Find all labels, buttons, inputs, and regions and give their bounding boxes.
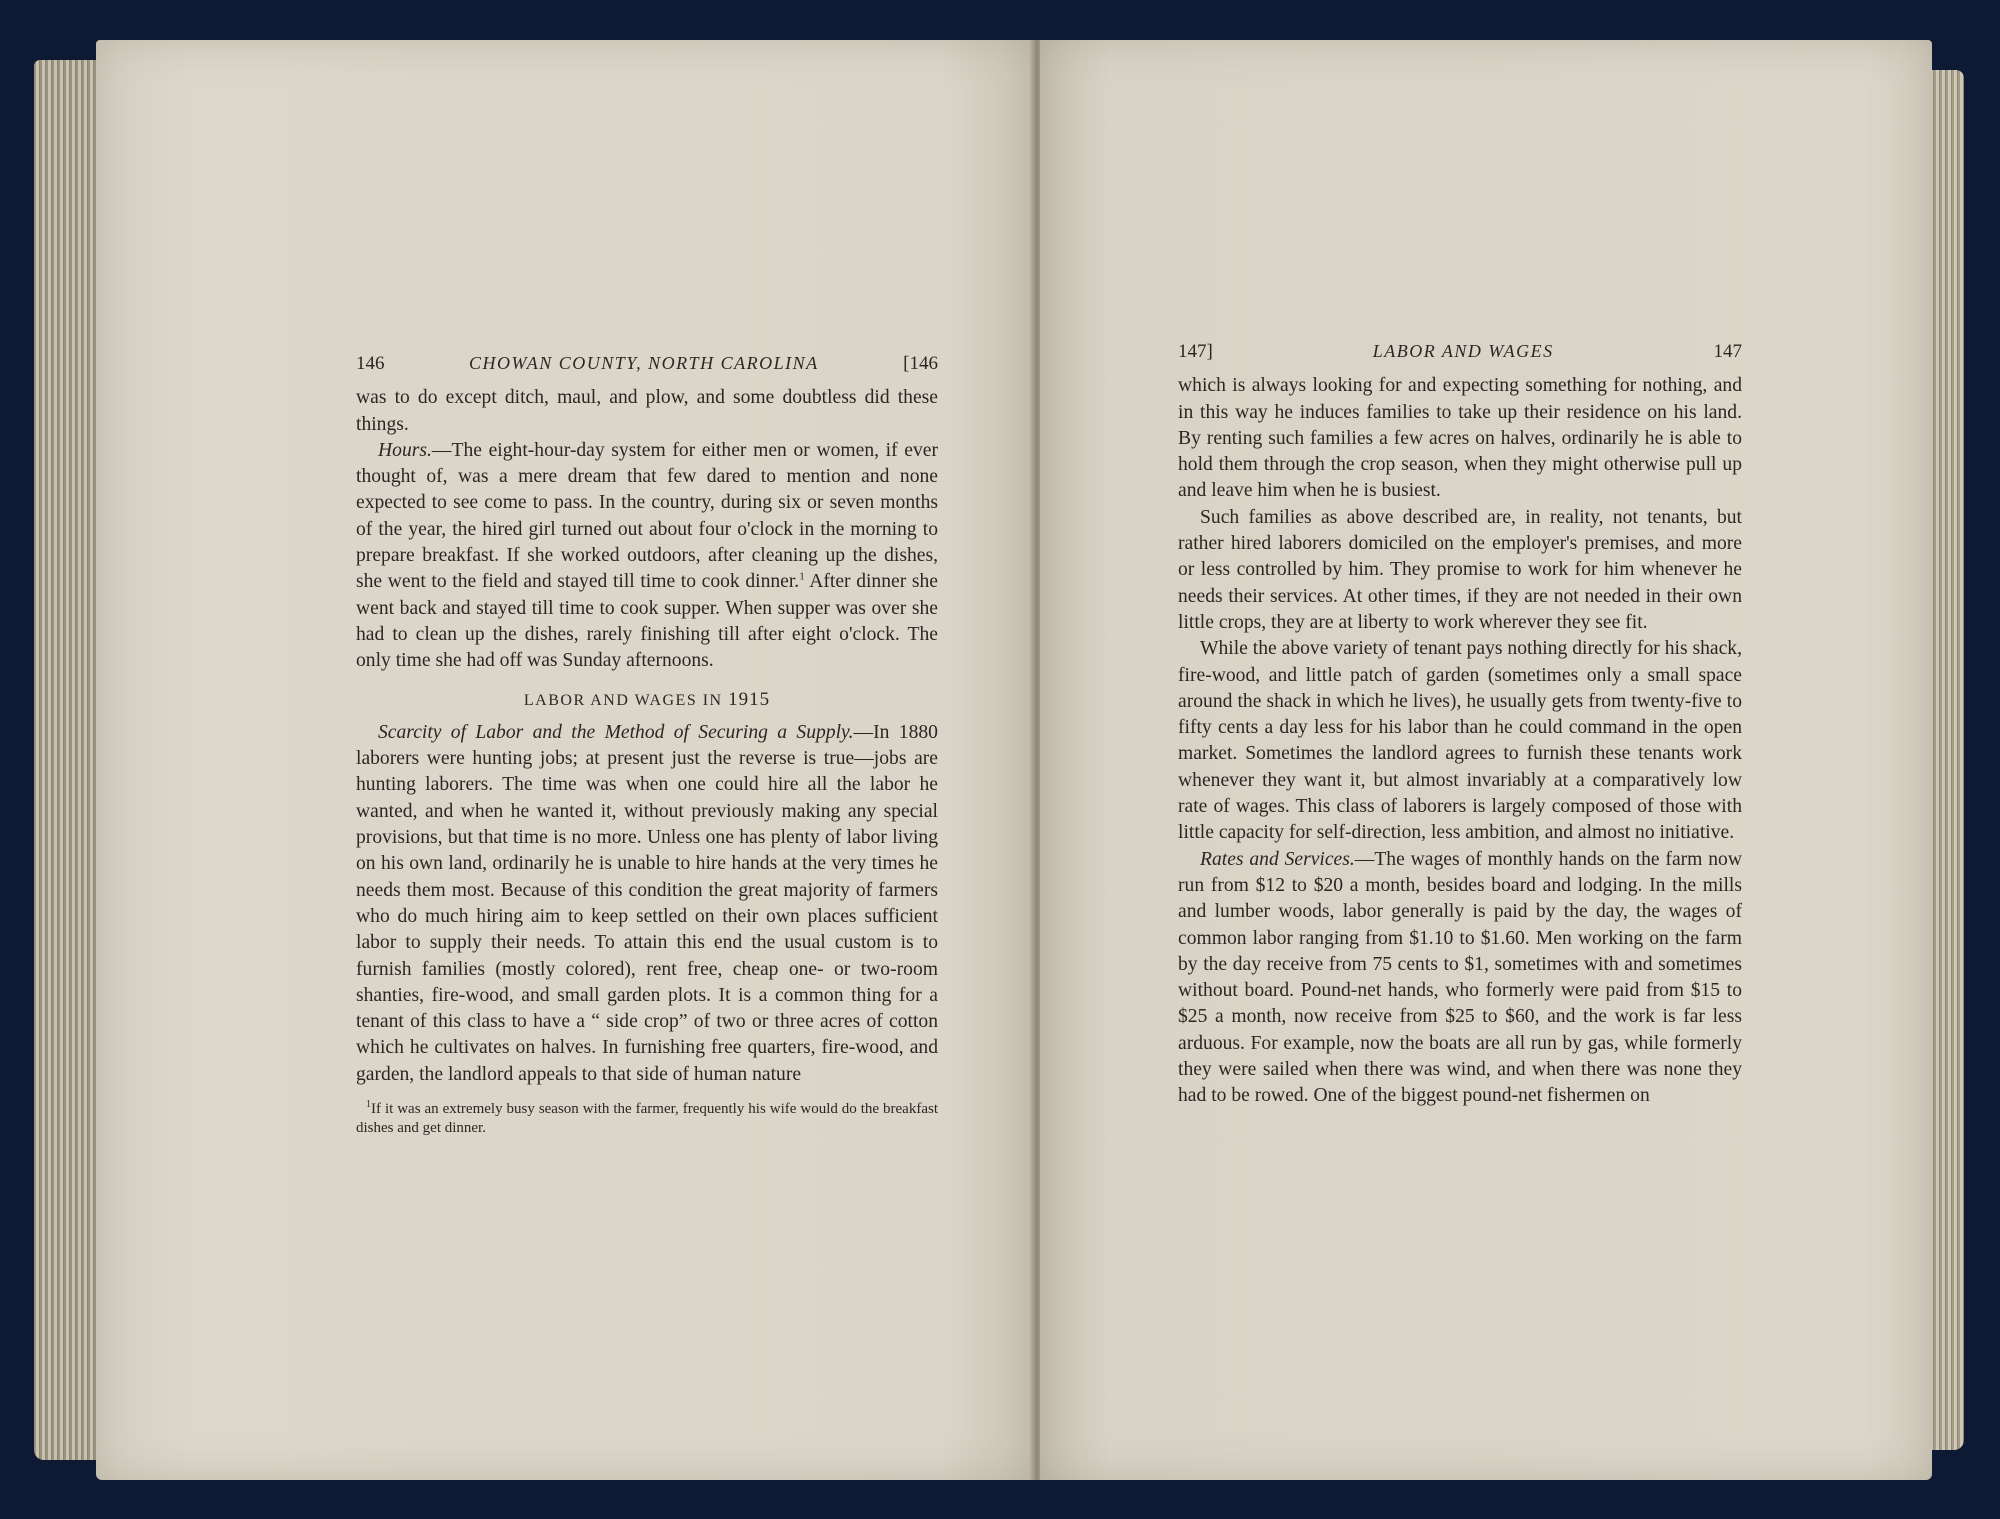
hours-text: —The eight-hour-day system for either men or women, if ever thought of, was a mere dream that few dared to mention and none expected to see come to pass. In the country, during six or seven months of the year, the hired girl turned out about four o'clock in the morning to prepare breakfast. If she worked outdoors, after cleaning up the dishes, she went to the field and stayed till time to cook dinner. (356, 439, 938, 593)
left-bracket-number: [146 (903, 353, 938, 374)
open-book (34, 40, 1964, 1500)
left-text-block (356, 350, 938, 1138)
hours-paragraph (356, 438, 938, 675)
scarcity-label: Scarcity of Labor and the Method of Securing a Supply. (378, 721, 854, 743)
rates-label: Rates and Services. (1200, 848, 1355, 870)
scarcity-paragraph (356, 720, 938, 1088)
right-paragraph-1: which is always looking for and expecting something for nothing, and in this way he induces families to take up their residence on his land. By renting such families a few acres on halves, ordinarily he is able to hold them through the crop season, when they might otherwise pull up and leave him when he is busiest. (1178, 375, 1742, 502)
left-running-header (356, 350, 938, 377)
right-paragraph-3: While the above variety of tenant pays nothing directly for his shack, fire-wood, and little patch of garden (sometimes only a small space around the shack in which he lives), he usually gets from twenty-five to fifty cents a day less for his labor than he could command in the open market. Sometimes the landlord agrees to furnish these tenants work whenever they want it, but almost invariably at a comparatively low rate of wages. This class of laborers is largely composed of those with little capacity for self-direction, less ambition, and almost no initiative. (1178, 638, 1742, 844)
hours-text-2: After dinner she went back and stayed till time to cook supper. When supper was over she had to clean up the dishes, rarely finishing till after eight o'clock. The only time she had off was Sunday afternoons. (356, 571, 938, 672)
footnote-text: If it was an extremely busy season with the farmer, frequently his wife would do the breakfast dishes and get dinner. (356, 1101, 938, 1137)
footnote (356, 1100, 938, 1138)
section-heading-year: 1915 (728, 688, 771, 710)
right-page (1040, 40, 1932, 1480)
section-heading-text: LABOR AND WAGES IN (523, 691, 723, 709)
left-page-number: 146 (356, 353, 385, 374)
scarcity-text: —In 1880 laborers were hunting jobs; at present just the reverse is true—jobs are hunting laborers. The time was when one could hire all the labor he wanted, and when he wanted it, without previously making any special provisions, but that time is no more. Unless one has plenty of labor living on his own land, ordinarily he is unable to hire hands at the very times he needs them most. Because of this condition the great majority of farmers who do much hiring aim to keep settled on their own places sufficient labor to supply their needs. To attain this end the usual custom is to furnish families (mostly colored), rent free, cheap one- or two-room shanties, fire-wood, and small garden plots. It is a common thing for a tenant of this class to have a “ side crop” of two or three acres of cotton which he cultivates on halves. In furnishing free quarters, fire-wood, and garden, the landlord appeals to that side of human nature (356, 721, 938, 1085)
rates-paragraph (1178, 847, 1742, 1110)
hours-label: Hours. (378, 439, 432, 461)
right-text-block (1178, 338, 1742, 1110)
section-heading (356, 687, 938, 714)
right-running-title: LABOR AND WAGES (1372, 341, 1554, 361)
right-paragraph-2: Such families as above described are, in reality, not tenants, but rather hired laborers domiciled on the employer's premises, and more or less controlled by him. They promise to work for him whenever he needs their services. At other times, if they are not needed in their own little crops, they are at liberty to work wherever they see fit. (1178, 506, 1742, 633)
right-running-header (1178, 338, 1742, 365)
left-page (96, 40, 1036, 1480)
right-page-number: 147 (1713, 341, 1742, 362)
rates-text: —The wages of monthly hands on the farm now run from $12 to $20 a month, besides board and lodging. In the mills and lumber woods, labor generally is paid by the day, the wages of common labor ranging from $1.10 to $1.60. Men working on the farm by the day receive from 75 cents to $1, sometimes with and sometimes without board. Pound-net hands, who formerly were paid from $15 to $25 a month, now receive from $25 to $60, and the work is far less arduous. For example, now the boats are all run by gas, while formerly they were sailed when there was wind, and when there was none they had to be rowed. One of the biggest pound-net fishermen on (1178, 848, 1742, 1107)
footnote-number: 1 (366, 1099, 371, 1111)
footnote-marker: 1 (799, 570, 805, 583)
left-paragraph-continuation: was to do except ditch, maul, and plow, and some doubtless did these things. (356, 387, 938, 435)
right-bracket-number: 147] (1178, 341, 1213, 362)
left-running-title: CHOWAN COUNTY, NORTH CAROLINA (469, 353, 819, 373)
